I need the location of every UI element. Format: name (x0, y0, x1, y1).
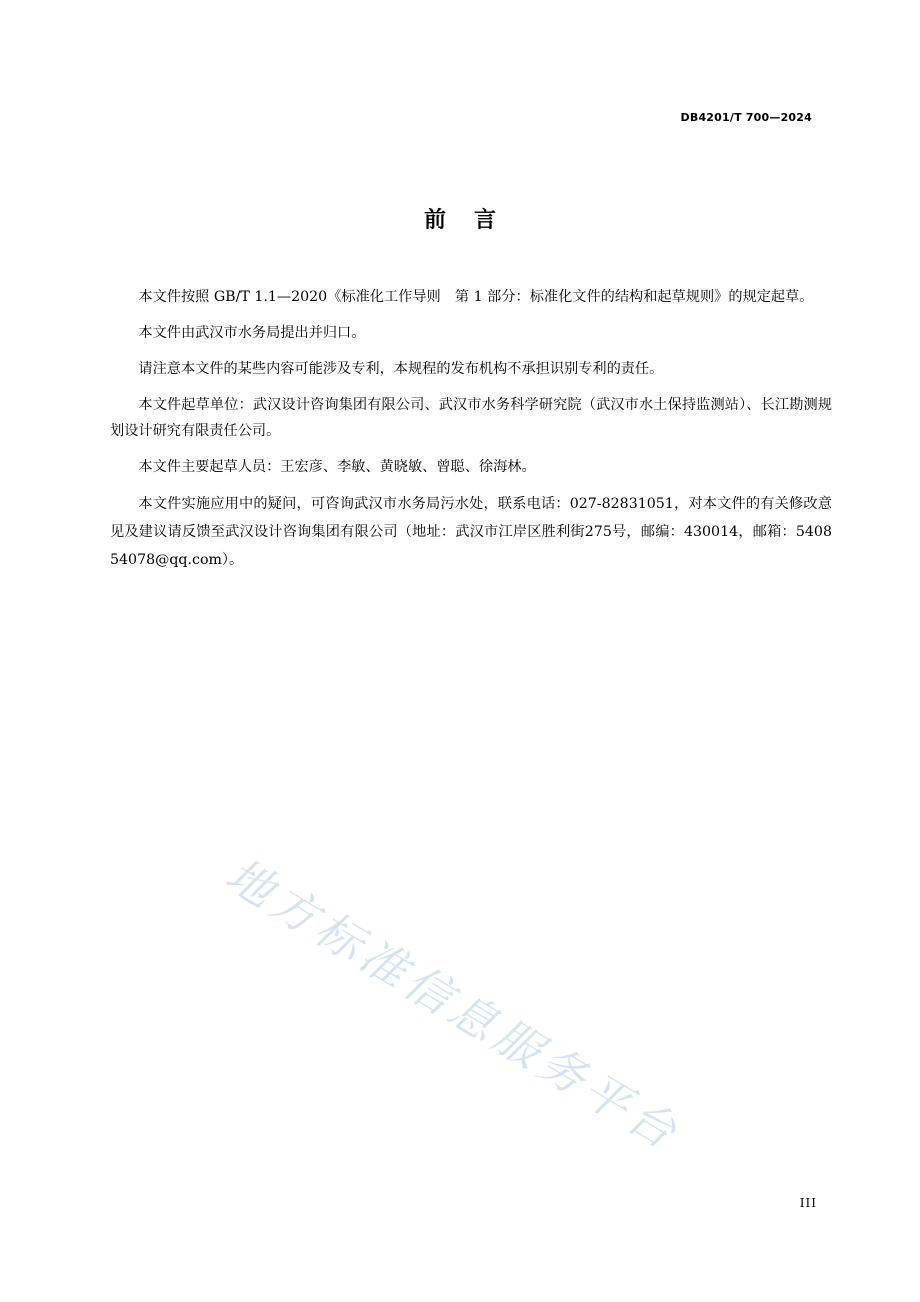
document-code: DB4201/T 700—2024 (680, 111, 812, 124)
paragraph-contact-info: 本文件实施应用中的疑问，可咨询武汉市水务局污水处，联系电话：027-82831051，对本文件的有关修改意见及建议请反馈至武汉设计咨询集团有限公司（地址：武汉市江岸区胜利街275号，邮编：430014，邮箱：540854078@qq.com）。 (110, 496, 832, 568)
paragraph-proposer: 本文件由武汉市水务局提出并归口。 (138, 325, 366, 341)
paragraph-drafting-basis: 本文件按照 GB/T 1.1—2020《标准化工作导则 第 1 部分：标准化文件的结构和起草规则》的规定起草。 (138, 289, 814, 305)
preface-body (110, 284, 832, 584)
paragraph-drafting-units: 本文件起草单位：武汉设计咨询集团有限公司、武汉市水务科学研究院（武汉市水土保持监测站）、长江勘测规划设计研究有限责任公司。 (110, 397, 832, 439)
page-number: III (799, 1196, 817, 1210)
paragraph-drafters: 本文件主要起草人员：王宏彦、李敏、黄晓敏、曾聪、徐海林。 (138, 459, 536, 475)
page-title-char-2: 言 (474, 208, 497, 233)
watermark: 地方标准信息服务平台 (216, 847, 691, 1162)
paragraph-patent-notice: 请注意本文件的某些内容可能涉及专利，本规程的发布机构不承担识别专利的责任。 (138, 361, 664, 377)
page-title (0, 203, 920, 234)
page-title-char-1: 前 (423, 208, 446, 233)
